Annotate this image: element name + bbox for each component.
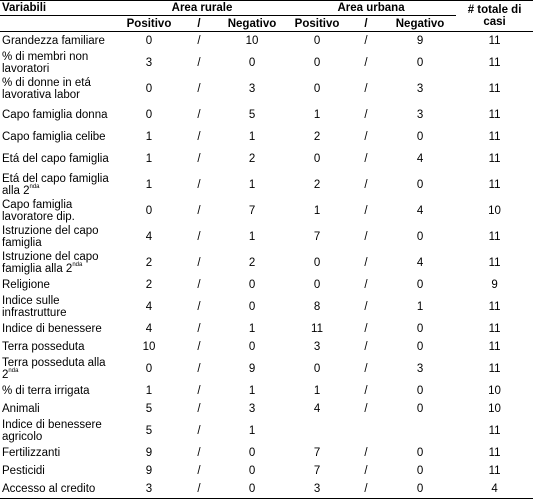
rural-positivo-cell: 1 xyxy=(145,385,153,397)
urban-slash-cell: / xyxy=(364,35,368,47)
totale-casi-cell: 11 xyxy=(488,109,501,121)
totale-casi-cell: 11 xyxy=(488,425,501,437)
table-row xyxy=(0,276,533,294)
rural-slash-cell: / xyxy=(197,205,201,217)
table-row xyxy=(0,128,533,146)
header-rural-negativo: Negativo xyxy=(218,16,286,32)
table-row xyxy=(0,356,533,382)
rural-positivo-cell: 4 xyxy=(145,301,153,313)
rural-negativo-cell: 0 xyxy=(248,57,256,69)
row-label-text: Animali xyxy=(2,403,40,415)
rural-slash-cell: / xyxy=(197,131,201,143)
table-row xyxy=(0,102,533,128)
rural-slash-cell: / xyxy=(197,301,201,313)
urban-negativo-cell: 0 xyxy=(416,131,424,143)
urban-negativo-cell: 0 xyxy=(416,323,424,335)
urban-negativo-cell: 0 xyxy=(416,179,424,191)
row-label xyxy=(0,146,118,172)
table-row xyxy=(0,400,533,418)
urban-positivo-cell: 7 xyxy=(313,231,321,243)
urban-slash-cell: / xyxy=(364,179,368,191)
rural-slash-cell: / xyxy=(197,385,201,397)
urban-negativo-cell: 9 xyxy=(416,35,424,47)
rural-positivo-cell: 0 xyxy=(145,83,153,95)
urban-slash-cell: / xyxy=(364,341,368,353)
rural-negativo-cell: 1 xyxy=(248,179,256,191)
urban-positivo-cell: 0 xyxy=(313,279,321,291)
rural-negativo-cell: 0 xyxy=(248,465,256,477)
rural-negativo-cell: 0 xyxy=(218,480,286,499)
rural-positivo-cell: 1 xyxy=(145,153,153,165)
urban-negativo-cell: 4 xyxy=(416,205,424,217)
urban-slash-cell: / xyxy=(364,83,368,95)
rural-negativo-cell: 1 xyxy=(248,385,256,397)
totale-casi-cell: 11 xyxy=(488,231,501,243)
totale-casi-cell: 10 xyxy=(488,403,501,415)
rural-negativo-cell: 1 xyxy=(248,131,256,143)
rural-negativo-cell: 2 xyxy=(248,153,256,165)
header-rural-positivo: Positivo xyxy=(118,16,180,32)
urban-negativo-cell: 0 xyxy=(416,385,424,397)
urban-positivo-cell xyxy=(286,418,348,444)
urban-slash-cell: / xyxy=(364,205,368,217)
row-label xyxy=(0,102,118,128)
totale-casi-cell: 11 xyxy=(488,465,501,477)
rural-positivo-cell: 5 xyxy=(145,403,153,415)
row-label-text: Indice di benessere xyxy=(2,323,102,335)
row-label xyxy=(0,294,118,320)
rural-negativo-cell: 0 xyxy=(248,279,256,291)
urban-positivo-cell: 0 xyxy=(313,257,321,269)
totale-casi-cell: 11 xyxy=(488,257,501,269)
row-label-text: Capo famiglia celibe xyxy=(2,131,106,143)
rural-slash-cell: / xyxy=(197,179,201,191)
urban-slash-cell: / xyxy=(364,57,368,69)
table-row xyxy=(0,294,533,320)
row-label xyxy=(0,172,118,198)
urban-positivo-cell: 0 xyxy=(313,57,321,69)
rural-slash-cell: / xyxy=(197,109,201,121)
rural-slash-cell: / xyxy=(197,447,201,459)
urban-negativo-cell: 0 xyxy=(416,447,424,459)
table-row xyxy=(0,382,533,400)
urban-slash-cell: / xyxy=(364,403,368,415)
totale-casi-cell: 10 xyxy=(488,205,501,217)
header-area-rurale: Area rurale xyxy=(118,1,286,16)
urban-slash-cell: / xyxy=(348,480,384,499)
table-row xyxy=(0,444,533,462)
urban-positivo-cell: 1 xyxy=(313,385,321,397)
rural-negativo-cell: 0 xyxy=(248,301,256,313)
rural-slash-cell: / xyxy=(197,257,201,269)
row-label xyxy=(0,224,118,250)
urban-positivo-cell: 0 xyxy=(313,153,321,165)
rural-positivo-cell: 0 xyxy=(145,35,153,47)
table-row xyxy=(0,224,533,250)
row-label-superscript: nda xyxy=(29,184,40,190)
rural-negativo-cell: 0 xyxy=(248,447,256,459)
urban-negativo-cell: 0 xyxy=(416,403,424,415)
rural-negativo-cell: 3 xyxy=(248,403,256,415)
totale-casi-cell: 11 xyxy=(488,447,501,459)
rural-negativo-cell: 2 xyxy=(248,257,256,269)
header-urban-negativo: Negativo xyxy=(384,16,456,32)
urban-slash-cell: / xyxy=(364,153,368,165)
row-label xyxy=(0,338,118,356)
rural-negativo-cell: 1 xyxy=(248,231,256,243)
rural-positivo-cell: 1 xyxy=(145,179,153,191)
row-label-text: % di terra irrigata xyxy=(2,385,90,397)
totale-casi-cell: 4 xyxy=(456,480,533,499)
rural-slash-cell: / xyxy=(197,465,201,477)
table-row xyxy=(0,146,533,172)
rural-slash-cell: / xyxy=(197,323,201,335)
totale-casi-cell: 11 xyxy=(488,131,501,143)
rural-negativo-cell: 0 xyxy=(248,341,256,353)
header-area-urbana: Area urbana xyxy=(286,1,456,16)
urban-positivo-cell: 2 xyxy=(313,131,321,143)
row-label-text: Pesticidi xyxy=(2,465,45,477)
urban-positivo-cell: 8 xyxy=(313,301,321,313)
rural-positivo-cell: 9 xyxy=(145,465,153,477)
table-body xyxy=(0,32,533,499)
row-label-text: Capo famiglia lavoratore dip. xyxy=(2,199,75,223)
table-row xyxy=(0,50,533,76)
rural-positivo-cell: 4 xyxy=(145,231,153,243)
header-row-top xyxy=(0,1,533,16)
rural-slash-cell: / xyxy=(197,279,201,291)
rural-positivo-cell: 3 xyxy=(118,480,180,499)
header-row-sub xyxy=(0,16,533,32)
urban-positivo-cell: 11 xyxy=(311,323,323,335)
rural-slash-cell: / xyxy=(197,341,201,353)
totale-casi-cell: 11 xyxy=(488,323,501,335)
urban-slash-cell: / xyxy=(364,385,368,397)
row-label xyxy=(0,198,118,224)
header-urban-positivo: Positivo xyxy=(286,16,348,32)
rural-slash-cell: / xyxy=(197,231,201,243)
urban-negativo-cell: 3 xyxy=(416,109,424,121)
totale-casi-cell: 11 xyxy=(488,363,501,375)
totale-casi-cell: 9 xyxy=(491,279,498,291)
urban-slash-cell: / xyxy=(364,447,368,459)
table-row xyxy=(0,250,533,276)
urban-positivo-cell: 3 xyxy=(286,480,348,499)
rural-slash-cell: / xyxy=(197,403,201,415)
rural-positivo-cell: 4 xyxy=(145,323,153,335)
row-label-text: Indice sulle infrastrutture xyxy=(2,295,67,319)
rural-slash-cell: / xyxy=(197,363,201,375)
urban-slash-cell: / xyxy=(364,257,368,269)
rural-positivo-cell: 9 xyxy=(145,447,153,459)
urban-negativo-cell: 1 xyxy=(416,301,424,313)
urban-positivo-cell: 0 xyxy=(313,83,321,95)
urban-negativo-cell xyxy=(384,418,456,444)
urban-negativo-cell: 3 xyxy=(416,83,424,95)
rural-positivo-cell: 3 xyxy=(145,57,153,69)
rural-negativo-cell: 9 xyxy=(248,363,256,375)
totale-casi-cell: 11 xyxy=(488,153,501,165)
row-label-text: % di donne in etá lavorativa labor xyxy=(2,77,91,101)
totale-casi-cell: 10 xyxy=(488,385,501,397)
row-label-text: Terra posseduta xyxy=(2,341,85,353)
row-label xyxy=(0,76,118,102)
urban-negativo-cell: 0 xyxy=(416,465,424,477)
table-row xyxy=(0,76,533,102)
row-label-text: Istruzione del capo famiglia xyxy=(2,225,99,249)
rural-slash-cell: / xyxy=(197,83,201,95)
rural-positivo-cell: 5 xyxy=(145,425,153,437)
header-blank xyxy=(0,16,118,32)
table-row xyxy=(0,198,533,224)
urban-positivo-cell: 3 xyxy=(313,341,321,353)
urban-slash-cell: / xyxy=(364,363,368,375)
table-row xyxy=(0,32,533,51)
row-label-text: Fertilizzanti xyxy=(2,447,61,459)
row-label-text: Accesso al credito xyxy=(2,483,96,495)
row-label-text: Indice di benessere agricolo xyxy=(2,419,102,443)
urban-positivo-cell: 4 xyxy=(313,403,321,415)
urban-slash-cell: / xyxy=(364,465,368,477)
rural-positivo-cell: 2 xyxy=(145,279,153,291)
row-label xyxy=(0,320,118,338)
row-label-text: Religione xyxy=(2,279,50,291)
header-totale-casi: # totale di casi xyxy=(456,1,533,32)
rural-slash-cell: / xyxy=(197,153,201,165)
totale-casi-cell: 11 xyxy=(488,301,501,313)
urban-slash-cell: / xyxy=(364,279,368,291)
row-label xyxy=(0,250,118,276)
urban-positivo-cell: 1 xyxy=(313,109,321,121)
urban-positivo-cell: 2 xyxy=(313,179,321,191)
row-label-text: Terra posseduta alla 2 xyxy=(2,357,106,381)
rural-positivo-cell: 10 xyxy=(142,341,156,353)
urban-negativo-cell: 4 xyxy=(416,153,424,165)
urban-positivo-cell: 0 xyxy=(313,35,321,47)
rural-positivo-cell: 0 xyxy=(145,363,153,375)
urban-negativo-cell: 0 xyxy=(416,341,424,353)
totale-casi-cell: 11 xyxy=(488,57,501,69)
urban-slash-cell: / xyxy=(364,301,368,313)
header-urban-slash: / xyxy=(348,16,384,32)
row-label xyxy=(0,462,118,480)
row-label-text: % di membri non lavoratori xyxy=(2,51,89,75)
urban-slash-cell xyxy=(348,418,384,444)
row-label xyxy=(0,356,118,382)
rural-positivo-cell: 1 xyxy=(145,131,153,143)
row-label-superscript: nda xyxy=(8,368,19,374)
row-label xyxy=(0,418,118,444)
urban-positivo-cell: 0 xyxy=(313,363,321,375)
rural-positivo-cell: 0 xyxy=(145,109,153,121)
rural-negativo-cell: 1 xyxy=(248,425,256,437)
rural-negativo-cell: 5 xyxy=(248,109,256,121)
row-label xyxy=(0,50,118,76)
urban-slash-cell: / xyxy=(364,131,368,143)
urban-negativo-cell: 0 xyxy=(384,480,456,499)
rural-slash-cell: / xyxy=(180,480,218,499)
row-label xyxy=(0,128,118,146)
totale-casi-cell: 11 xyxy=(488,341,501,353)
urban-positivo-cell: 1 xyxy=(313,205,321,217)
table-row xyxy=(0,462,533,480)
rural-negativo-cell: 7 xyxy=(248,205,256,217)
row-label xyxy=(0,382,118,400)
totale-casi-cell: 11 xyxy=(488,179,501,191)
rural-negativo-cell: 3 xyxy=(248,83,256,95)
urban-negativo-cell: 3 xyxy=(416,363,424,375)
table-row xyxy=(0,320,533,338)
row-label-superscript: nda xyxy=(72,262,83,268)
rural-slash-cell: / xyxy=(197,35,201,47)
totale-casi-cell: 11 xyxy=(488,35,501,47)
row-label-text: Grandezza familiare xyxy=(2,35,105,47)
rural-positivo-cell: 2 xyxy=(145,257,153,269)
row-label xyxy=(0,400,118,418)
row-label xyxy=(0,276,118,294)
urban-negativo-cell: 0 xyxy=(416,231,424,243)
urban-positivo-cell: 7 xyxy=(313,465,321,477)
rural-slash-cell: / xyxy=(197,425,201,437)
urban-negativo-cell: 4 xyxy=(416,257,424,269)
rural-negativo-cell: 1 xyxy=(248,323,256,335)
row-label xyxy=(0,32,118,51)
rural-positivo-cell: 0 xyxy=(145,205,153,217)
table-row xyxy=(0,172,533,198)
urban-slash-cell: / xyxy=(364,109,368,121)
row-label-text: Etá del capo famiglia xyxy=(2,153,109,165)
row-label xyxy=(0,444,118,462)
rural-negativo-cell: 10 xyxy=(245,35,259,47)
urban-positivo-cell: 7 xyxy=(313,447,321,459)
urban-negativo-cell: 0 xyxy=(416,279,424,291)
header-rural-slash: / xyxy=(180,16,218,32)
urban-negativo-cell: 0 xyxy=(416,57,424,69)
urban-slash-cell: / xyxy=(364,323,368,335)
row-label-text: Istruzione del capo famiglia alla 2 xyxy=(2,251,99,275)
urban-slash-cell: / xyxy=(364,231,368,243)
table-row xyxy=(0,418,533,444)
row-label-text: Capo famiglia donna xyxy=(2,109,108,121)
header-variabili: Variabili xyxy=(0,1,118,16)
rural-slash-cell: / xyxy=(197,57,201,69)
totale-casi-cell: 11 xyxy=(488,83,501,95)
row-label-text: Etá del capo famiglia alla 2 xyxy=(2,173,109,197)
table-row xyxy=(0,338,533,356)
